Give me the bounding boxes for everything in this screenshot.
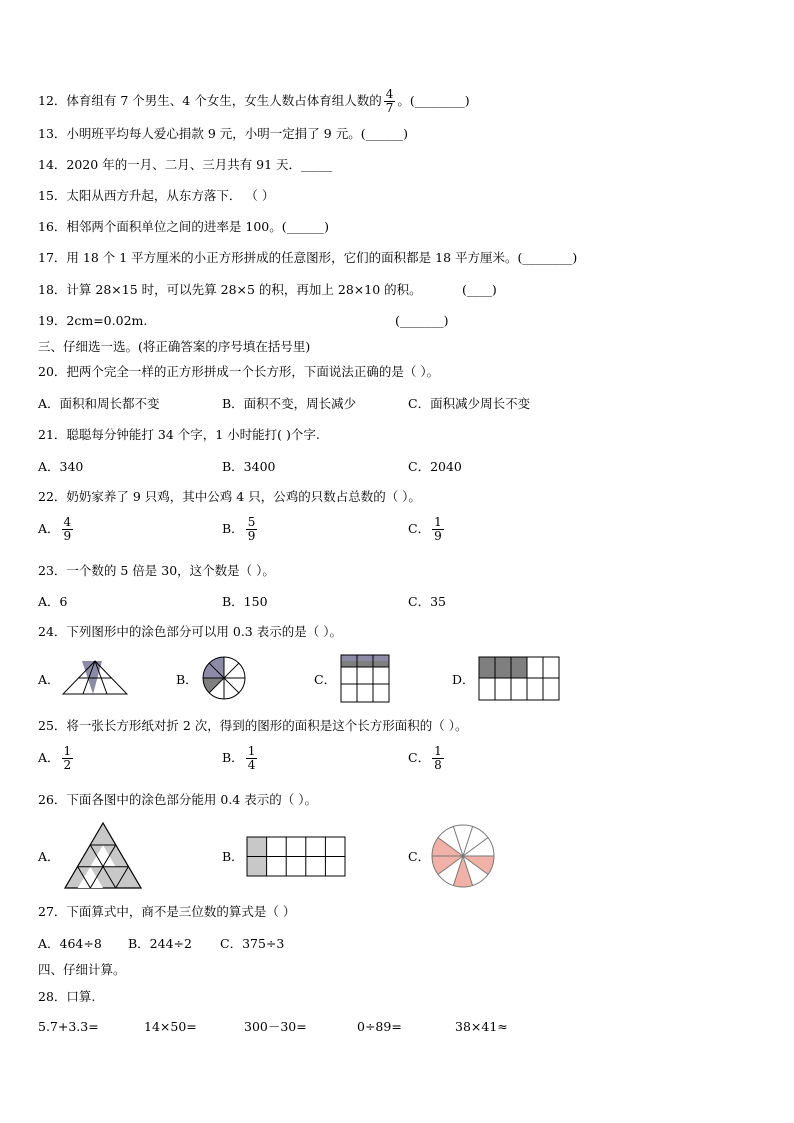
question-19: 19．2cm=0.02m. bbox=[38, 313, 148, 328]
question-18: 18．计算 28×15 时，可以先算 28×5 的积，再加上 28×10 的积。 bbox=[38, 282, 422, 297]
question-16: 16．相邻两个面积单位之间的进率是 100。(______) bbox=[38, 219, 329, 234]
question-27: 27．下面算式中，商不是三位数的算式是（ ） bbox=[38, 904, 296, 919]
option-a[interactable]: A．464÷8 bbox=[38, 936, 102, 951]
answer-blank[interactable]: (_______) bbox=[395, 313, 449, 328]
calc-item: 0÷89= bbox=[357, 1019, 402, 1034]
question-26: 26．下面各图中的涂色部分能用 0.4 表示的（ ）。 bbox=[38, 792, 317, 807]
option-a[interactable]: A．340 bbox=[38, 459, 84, 474]
option-b[interactable]: B． $\frac{5}{9}$ bbox=[222, 515, 256, 543]
question-23: 23．一个数的 5 倍是 30，这个数是（ ）。 bbox=[38, 563, 275, 578]
question-22: 22．奶奶家养了 9 只鸡，其中公鸡 4 只，公鸡的只数占总数的（ ）。 bbox=[38, 489, 421, 504]
option-b[interactable]: B．3400 bbox=[222, 459, 276, 474]
fraction: $\frac{4}{9}$ bbox=[63, 515, 72, 543]
fraction: $\frac{4}{7}$ bbox=[385, 87, 394, 115]
option-a[interactable]: A． $\frac{1}{2}$ bbox=[38, 744, 72, 772]
fraction: $\frac{1}{2}$ bbox=[63, 744, 72, 772]
fraction: $\frac{1}{9}$ bbox=[434, 515, 442, 543]
question-12-text: 12．体育组有 7 个男生、4 个女生，女生人数占体育组人数的 bbox=[38, 93, 382, 108]
question-14: 14．2020 年的一月、二月、三月共有 91 天．_____ bbox=[38, 157, 333, 172]
fraction: $\frac{1}{8}$ bbox=[434, 744, 442, 772]
option-a[interactable]: A．面积和周长都不变 bbox=[38, 396, 160, 411]
section-4-heading: 四、仔细计算。 bbox=[38, 962, 126, 977]
answer-blank[interactable]: 。(________) bbox=[397, 93, 470, 108]
grid-figure-d bbox=[478, 656, 560, 701]
triangle-grid-figure-a bbox=[64, 822, 142, 890]
section-3-heading: 三、仔细选一选。(将正确答案的序号填在括号里) bbox=[38, 339, 311, 354]
option-b[interactable]: B． bbox=[176, 672, 198, 687]
option-b[interactable]: B．面积不变，周长减少 bbox=[222, 396, 357, 411]
calc-item: 38×41≈ bbox=[455, 1019, 508, 1034]
option-b[interactable]: B．150 bbox=[222, 594, 268, 609]
circle-figure-b bbox=[201, 655, 247, 701]
option-a[interactable]: A．6 bbox=[38, 594, 68, 609]
option-c[interactable]: C． $\frac{1}{8}$ bbox=[408, 744, 442, 772]
circle-figure-c bbox=[430, 823, 496, 889]
option-c[interactable]: C． bbox=[408, 849, 431, 864]
fraction: $\frac{1}{4}$ bbox=[247, 744, 256, 772]
option-d[interactable]: D． bbox=[452, 672, 475, 687]
option-b[interactable]: B． bbox=[222, 849, 244, 864]
rectangle-grid-figure-b bbox=[246, 836, 346, 877]
calc-item: 300－30= bbox=[244, 1019, 307, 1034]
question-21: 21．聪聪每分钟能打 34 个字，1 小时能打( )个字. bbox=[38, 427, 320, 442]
question-24: 24．下列图形中的涂色部分可以用 0.3 表示的是（ ）。 bbox=[38, 624, 342, 639]
option-c[interactable]: C． $\frac{1}{9}$ bbox=[408, 515, 442, 543]
answer-blank[interactable]: (____) bbox=[462, 282, 497, 297]
question-20: 20．把两个完全一样的正方形拼成一个长方形，下面说法正确的是（ ）。 bbox=[38, 364, 440, 379]
option-a[interactable]: A． $\frac{4}{9}$ bbox=[38, 515, 72, 543]
triangle-figure-a bbox=[62, 660, 128, 696]
grid-figure-c bbox=[340, 654, 390, 703]
option-c[interactable]: C．2040 bbox=[408, 459, 462, 474]
option-a[interactable]: A． bbox=[38, 849, 60, 864]
option-b[interactable]: B．244÷2 bbox=[128, 936, 192, 951]
option-c[interactable]: C．35 bbox=[408, 594, 446, 609]
question-28: 28．口算. bbox=[38, 989, 96, 1004]
fraction: $\frac{5}{9}$ bbox=[247, 515, 256, 543]
question-17: 17．用 18 个 1 平方厘米的小正方形拼成的任意图形，它们的面积都是 18 平方厘米。(________) bbox=[38, 250, 578, 265]
calc-item: 5.7+3.3= bbox=[38, 1019, 99, 1034]
option-a[interactable]: A． bbox=[38, 672, 60, 687]
calc-item: 14×50= bbox=[144, 1019, 197, 1034]
option-c[interactable]: C．面积减少周长不变 bbox=[408, 396, 531, 411]
question-13: 13．小明班平均每人爱心捐款 9 元，小明一定捐了 9 元。(______) bbox=[38, 126, 408, 141]
question-25: 25．将一张长方形纸对折 2 次，得到的图形的面积是这个长方形面积的（ ）。 bbox=[38, 718, 468, 733]
option-c[interactable]: C． bbox=[314, 672, 337, 687]
question-15: 15．太阳从西方升起，从东方落下． （ ） bbox=[38, 188, 275, 203]
option-b[interactable]: B． $\frac{1}{4}$ bbox=[222, 744, 256, 772]
question-12 bbox=[38, 88, 470, 115]
option-c[interactable]: C．375÷3 bbox=[220, 936, 285, 951]
